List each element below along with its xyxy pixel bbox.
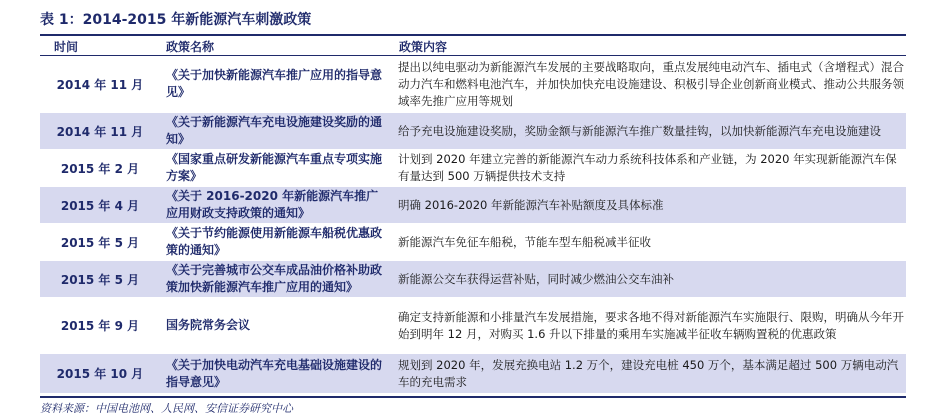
header-name: 政策名称: [166, 40, 215, 54]
cell-time: 2015 年 9 月: [60, 319, 140, 333]
cell-time: 2014 年 11 月: [56, 77, 144, 92]
cell-time: 2014 年 11 月: [56, 124, 144, 139]
cell-content: 计划到 2020 年建立完善的新能源汽车动力系统科技体系和产业链，为 2020 年实现新能源汽车保有量达到 500 万辆提供技术支持: [398, 152, 897, 183]
cell-content: 新能源公交车获得运营补贴，同时减少燃油公交车油补: [398, 271, 674, 286]
cell-name: 《关于新能源汽车充电设施建设奖励的通知》: [166, 115, 383, 146]
cell-time: 2015 年 4 月: [60, 198, 140, 213]
cell-content: 提出以纯电驱动为新能源汽车发展的主要战略取向，重点发展纯电动汽车、插电式（含增程式）混合动力汽车和燃料电池汽车，并加快加快充电设施建设、积极引导企业创新商业模式、推动公共服务领域率先推广应用等规划: [398, 59, 904, 108]
table-row: [40, 150, 906, 187]
table-row: [40, 113, 906, 150]
table-title: 表 1：2014-2015 年新能源汽车刺激政策: [40, 12, 312, 28]
cell-time: 2015 年 5 月: [60, 272, 140, 287]
cell-content: 规划到 2020 年，发展充换电站 1.2 万个，建设充电桩 450 万个，基本满足超过 500 万辆电动汽车的充电需求: [398, 357, 899, 389]
table-row: [40, 261, 906, 298]
cell-content: 确定支持新能源和小排量汽车发展措施，要求各地不得对新能源汽车实施限行、限购，明确从今年开始到明年 12 月，对购买 1.6 升以下排量的乘用车实施减半征收车辆购置税的优惠政策: [398, 309, 904, 341]
source-note: 资料来源：中国电池网、人民网、安信证券研究中心: [40, 402, 293, 415]
header-content: 政策内容: [399, 40, 448, 54]
cell-name: 《关于 2016-2020 年新能源汽车推广应用财政支持政策的通知》: [166, 189, 379, 220]
cell-time: 2015 年 2 月: [60, 161, 140, 176]
table-row: [40, 187, 906, 224]
table-body: [40, 56, 906, 394]
cell-name: 《国家重点研发新能源汽车重点专项实施方案》: [166, 152, 383, 183]
cell-time: 2015 年 10 月: [56, 367, 144, 381]
table-row: [40, 354, 906, 394]
table-row: [40, 298, 906, 354]
cell-content: 给予充电设施建设奖励，奖励金额与新能源汽车推广数量挂钩，以加快新能源汽车充电设施建设: [398, 123, 881, 138]
header-time: 时间: [54, 40, 79, 54]
cell-name: 《关于完善城市公交车成品油价格补助政策加快新能源汽车推广应用的通知》: [166, 263, 383, 294]
cell-content: 明确 2016-2020 年新能源汽车补贴额度及具体标准: [398, 197, 664, 212]
cell-name: 《关于加快电动汽车充电基础设施建设的指导意见》: [166, 357, 383, 389]
cell-name: 《关于节约能源使用新能源车船税优惠政策的通知》: [166, 226, 383, 257]
table-header: [40, 36, 906, 56]
cell-name: 《关于加快新能源汽车推广应用的指导意见》: [166, 68, 383, 99]
cell-name: 国务院常务会议: [166, 318, 251, 332]
cell-time: 2015 年 5 月: [60, 235, 140, 250]
table-row: [40, 56, 906, 113]
cell-content: 新能源汽车免征车船税，节能车型车船税减半征收: [398, 234, 651, 249]
table-row: [40, 224, 906, 261]
bottom-rule: [40, 396, 906, 398]
